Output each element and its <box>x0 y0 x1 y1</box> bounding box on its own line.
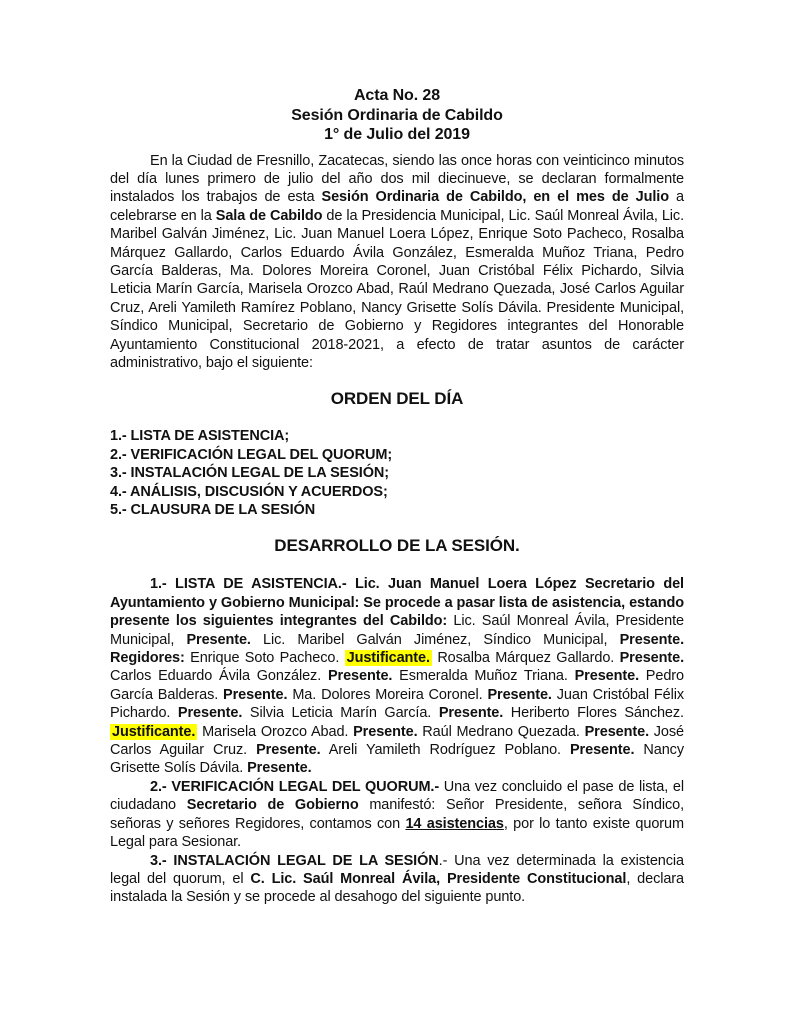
desarrollo-heading: DESARROLLO DE LA SESIÓN. <box>274 536 520 556</box>
text-run: Heriberto Flores Sánchez. <box>503 705 684 722</box>
text-run: 2.- VERIFICACIÓN LEGAL DEL QUORUM.- <box>150 778 440 795</box>
text-run: de la Presidencia Municipal, Lic. Saúl Monreal Ávila, Lic. Maribel Galván Jiménez, Lic. Juan Manuel Loera López, Enrique Soto Pacheco, Rosalba Márquez Gallardo, Carlos Eduardo Ávila González, Esmeralda Muñoz Triana, Pedro García Balderas, Ma. Dolores Moreira Coronel, Juan Cristóbal Félix Pichardo, Silvia Leticia Marín García, Marisela Orozco Abad, Raúl Medrano Quezada, José Carlos Aguilar Cruz, Areli Yamileth Ramírez Poblano, Nancy Grisette Solís Dávila. Presidente Municipal, Síndico Municipal, Secretario de Gobierno y Regidores integrantes del Honorable Ayuntamiento Constitucional 2018-2021, a efecto de tratar asuntos de carácter administrativo, bajo el siguiente: <box>110 207 685 371</box>
instalacion-legal-paragraph <box>110 852 684 907</box>
text-run: Presente. <box>186 631 251 648</box>
text-run: Presente. <box>487 686 552 703</box>
text-run: , declara instalada la Sesión y se procede al desahogo del siguiente punto. <box>110 870 684 906</box>
orden-item-2: 2.- VERIFICACIÓN LEGAL DEL QUORUM; <box>110 446 393 463</box>
text-run: Lic. Maribel Galván Jiménez, Síndico Municipal, <box>250 631 620 648</box>
text-run: Presente. <box>256 742 321 759</box>
text-run: Presente. Regidores: <box>110 631 684 667</box>
acta-number-line: Acta No. 28 <box>353 87 441 104</box>
text-run: Presente. <box>247 760 312 777</box>
text-run: Presente. <box>569 742 635 759</box>
text-run: En la Ciudad de Fresnillo, Zacatecas, siendo las once horas con veinticinco minutos del día lunes primero de julio del año dos mil diecinueve, se declaran formalmente instalados los trabajos de esta <box>110 152 684 206</box>
text-run: Una vez concluido el pase de lista, el ciudadano <box>110 778 684 814</box>
text-run: Silvia Leticia Marín García. <box>242 705 439 722</box>
lista-asistencia-paragraph <box>110 575 684 777</box>
text-run: Sesión Ordinaria de Cabildo, en el mes de Julio <box>321 189 669 206</box>
verificacion-quorum-paragraph <box>110 778 684 852</box>
orden-item-5: 5.- CLAUSURA DE LA SESIÓN <box>110 502 316 518</box>
text-run: Secretario de Gobierno <box>186 797 359 814</box>
orden-item-1: 1.- LISTA DE ASISTENCIA; <box>110 428 290 445</box>
text-run: Ma. Dolores Moreira Coronel. <box>287 686 488 703</box>
session-body <box>110 575 684 906</box>
text-run: Justificante. <box>112 723 196 740</box>
intro-paragraph <box>110 152 684 373</box>
text-run: Sala de Cabildo <box>215 207 323 224</box>
text-run: Marisela Orozco Abad. <box>197 723 354 740</box>
text-run: Presente. <box>574 668 639 685</box>
text-run: Rosalba Márquez Gallardo. <box>431 650 620 667</box>
text-run: Lic. Saúl Monreal Ávila, Presidente Municipal, <box>110 613 684 648</box>
text-run: Presente. <box>177 705 243 722</box>
text-run: Pedro García Balderas. <box>110 668 684 703</box>
session-date-line: 1° de Julio del 2019 <box>324 126 470 143</box>
text-run: Presente. <box>223 686 288 703</box>
text-run: Areli Yamileth Rodríguez Poblano. <box>320 742 570 759</box>
text-run: .- Una vez determinada la existencia legal del quorum, el <box>110 852 684 887</box>
text-run: Carlos Eduardo Ávila González. <box>110 668 328 685</box>
orden-item-4: 4.- ANÁLISIS, DISCUSIÓN Y ACUERDOS; <box>110 483 388 500</box>
orden-del-dia-list <box>110 427 684 519</box>
text-run: 1.- LISTA DE ASISTENCIA.- Lic. Juan Manuel Loera López Secretario del Ayuntamiento y Gobierno Municipal: Se procede a pasar lista de asistencia, estando presente los siguientes integrantes del Cabildo: <box>110 576 684 630</box>
text-run: 3.- INSTALACIÓN LEGAL DE LA SESIÓN <box>150 852 439 869</box>
text-run: Presente. <box>353 723 418 740</box>
session-type-line: Sesión Ordinaria de Cabildo <box>291 106 503 124</box>
text-run: Nancy Grisette Solís Dávila. <box>110 742 684 777</box>
text-run: Presente. <box>619 650 684 667</box>
text-run: José Carlos Aguilar Cruz. <box>110 723 684 759</box>
text-run: Raúl Medrano Quezada. <box>417 723 585 740</box>
text-run: , por lo tanto existe quorum Legal para Sesionar. <box>110 815 684 851</box>
text-run: Juan Cristóbal Félix Pichardo. <box>110 686 684 722</box>
text-run: 14 asistencias <box>405 815 504 832</box>
text-run: Presente. <box>327 668 393 685</box>
text-run: manifestó: Señor Presidente, señora Síndico, señoras y señores Regidores, contamos con <box>110 797 684 832</box>
document-title-block <box>110 86 684 145</box>
text-run: Presente. <box>584 723 649 740</box>
text-run: Justificante. <box>346 650 430 667</box>
orden-del-dia-heading: ORDEN DEL DÍA <box>330 389 464 409</box>
text-run: a celebrarse en la <box>110 189 684 224</box>
text-run: Presente. <box>438 705 504 722</box>
text-run: Enrique Soto Pacheco. <box>184 650 345 667</box>
text-run: Esmeralda Muñoz Triana. <box>392 668 575 685</box>
orden-item-3: 3.- INSTALACIÓN LEGAL DE LA SESIÓN; <box>110 465 389 482</box>
text-run: C. Lic. Saúl Monreal Ávila, Presidente Constitucional <box>250 870 627 887</box>
